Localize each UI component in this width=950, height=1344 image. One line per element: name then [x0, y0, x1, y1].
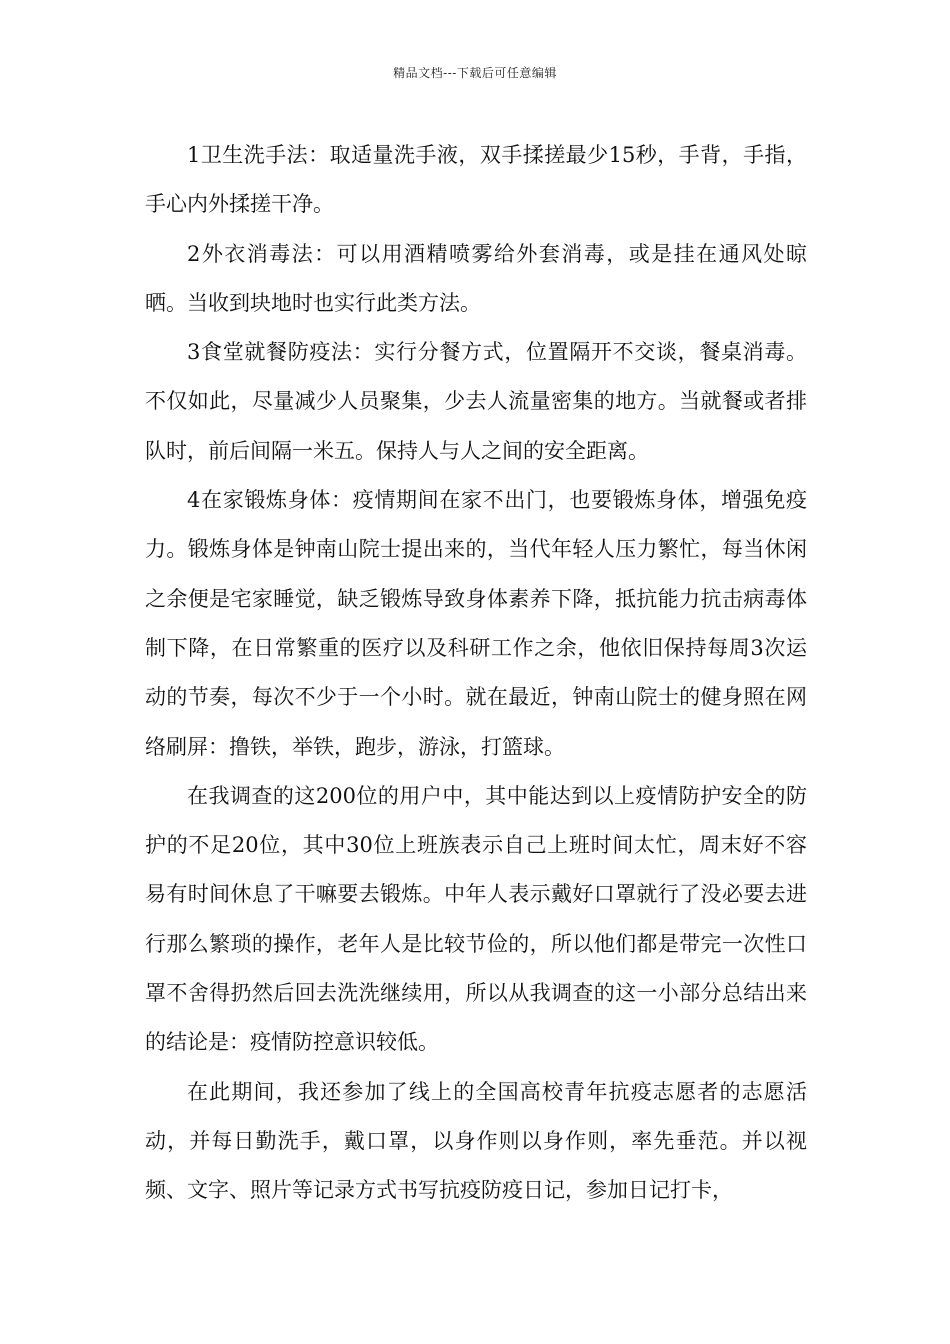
- page-header: 精品文档---下载后可任意编辑: [393, 66, 557, 80]
- paragraph-hand-washing: 1卫生洗手法：取适量洗手液，双手揉搓最少15秒，手背，手指，手心内外揉搓干净。: [145, 143, 807, 217]
- paragraph-coat-disinfection: 2外衣消毒法：可以用酒精喷雾给外套消毒，或是挂在通风处晾晒。当收到块地时也实行此类方法。: [145, 241, 807, 315]
- paragraph-canteen-prevention: 3食堂就餐防疫法：实行分餐方式，位置隔开不交谈，餐桌消毒。不仅如此，尽量减少人员聚集，少去人流量密集的地方。当就餐或者排队时，前后间隔一米五。保持人与人之间的安全距离。: [145, 340, 807, 463]
- paragraph-survey-result: 在我调查的这200位的用户中，其中能达到以上疫情防护安全的防护的不足20位，其中30位上班族表示自己上班时间太忙，周末好不容易有时间休息了干嘛要去锻炼。中年人表示戴好口罩就行了没必要去进行那么繁琐的操作，老年人是比较节俭的，所以他们都是带完一次性口罩不舍得扔然后回去洗洗继续用，所以从我调查的这一小部分总结出来的结论是：疫情防控意识较低。: [145, 783, 807, 1055]
- paragraph-home-exercise: 4在家锻炼身体：疫情期间在家不出门，也要锻炼身体，增强免疫力。锻炼身体是钟南山院士提出来的，当代年轻人压力繁忙，每当休闲之余便是宅家睡觉，缺乏锻炼导致身体素养下降，抵抗能力抗击病毒体制下降，在日常繁重的医疗以及科研工作之余，他依旧保持每周3次运动的节奏，每次不少于一个小时。就在最近，钟南山院士的健身照在网络刷屏：撸铁，举铁，跑步，游泳，打篮球。: [145, 488, 807, 759]
- paragraph-volunteer-activity: 在此期间，我还参加了线上的全国高校青年抗疫志愿者的志愿活动，并每日勤洗手，戴口罩，以身作则以身作则，率先垂范。并以视频、文字、照片等记录方式书写抗疫防疫日记，参加日记打卡，: [145, 1079, 807, 1203]
- document-body: [145, 131, 807, 1216]
